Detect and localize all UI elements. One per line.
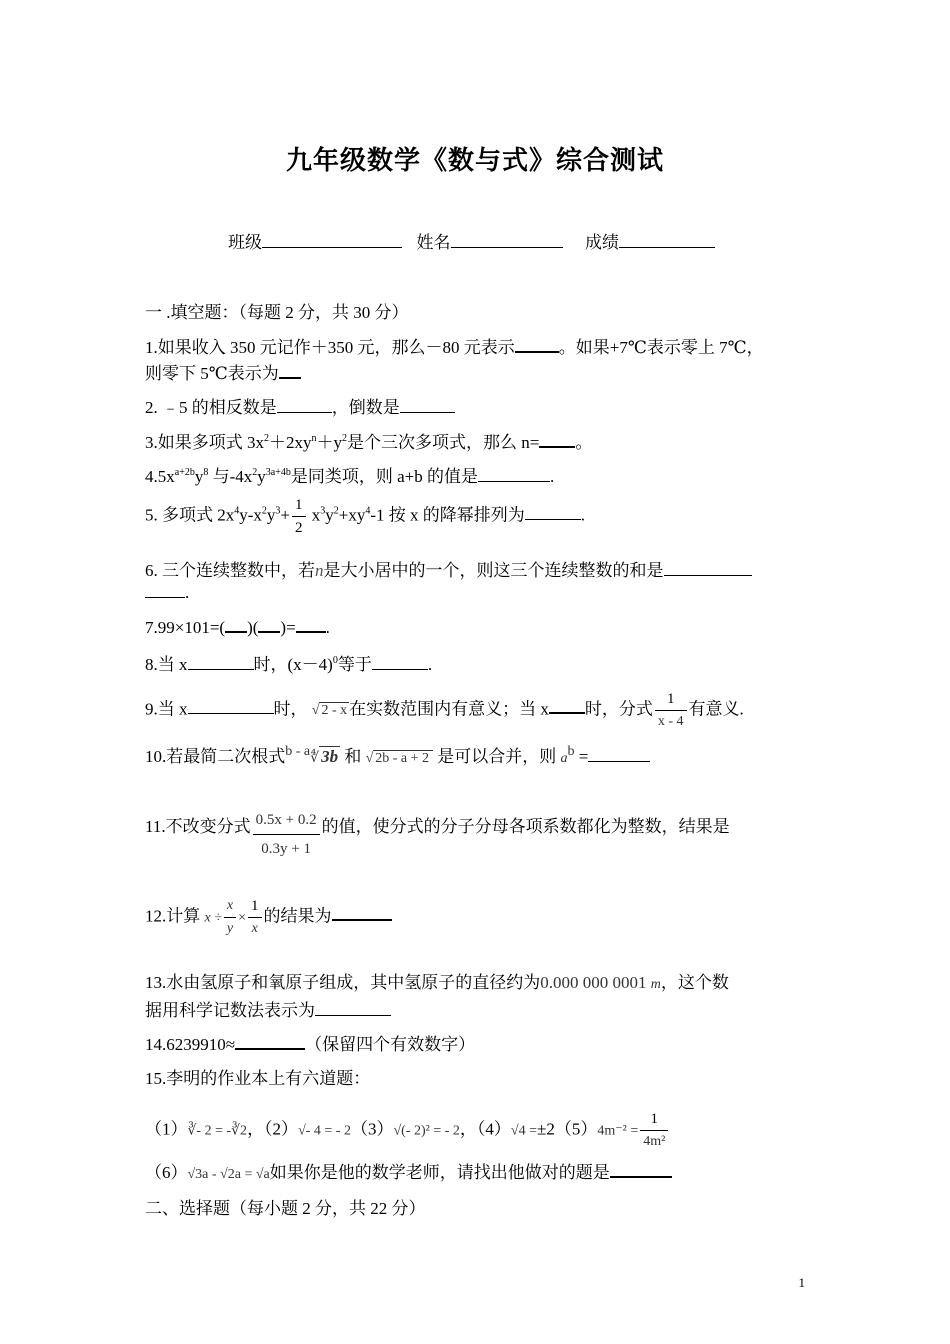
answer-blank[interactable]: [188, 698, 274, 714]
question-15-items: （1）∛- 2 = -∛2，（2）√- 4 = - 2（3）√(- 2)² = - 2，（4）√4 =±2（5）4m⁻² = $\frac{1}{\text{4m²}}$: [145, 1108, 670, 1153]
question-6-line-1: 6. 三个连续整数中，若n是大小居中的一个，则这三个连续整数的和是: [145, 556, 752, 581]
question-8: 8.当 x 时，$(x-4)^0$等于 .: [145, 655, 433, 674]
question-7: 7.99×101=( )( )= .: [145, 618, 330, 637]
answer-blank[interactable]: [549, 697, 585, 714]
class-label: 班级: [228, 233, 262, 252]
question-15: 15.李明的作业本上有六道题：: [145, 1069, 371, 1088]
name-blank[interactable]: [451, 231, 563, 248]
question-2: 2. ﹣5 的相反数是 ，倒数是: [145, 393, 455, 418]
score-label: 成绩: [585, 233, 619, 252]
answer-blank[interactable]: [400, 397, 455, 413]
answer-blank[interactable]: [145, 582, 185, 598]
student-info: [228, 228, 715, 253]
fraction: $\frac{x}{y}$: [224, 895, 236, 940]
answer-blank[interactable]: [539, 431, 575, 448]
question-4: $4.5x^{a+2b}y^8$ 与$-4x^2y^{3a+4b}$是同类项，则 a+b 的值是 .: [145, 467, 555, 486]
question-13-line-1: 13.水由氢原子和氧原子组成，其中氢原子的直径约为0.000 000 0001 m，这个数: [145, 973, 729, 992]
answer-blank[interactable]: [296, 616, 326, 633]
sqrt-expression: √ 2 - x: [311, 703, 348, 719]
answer-blank[interactable]: [332, 904, 392, 921]
name-label: 姓名: [416, 233, 451, 252]
question-14: 14.6239910≈ （保留四个有效数字）: [145, 1035, 476, 1054]
fraction: $\frac{0.5x + 0.2}{0.3y + 1}$: [253, 806, 320, 863]
question-6-line-2: .: [145, 582, 189, 603]
answer-blank[interactable]: [225, 616, 247, 633]
answer-blank[interactable]: [664, 560, 752, 576]
answer-blank[interactable]: [515, 336, 559, 353]
question-13-line-2: 据用科学记数法表示为: [145, 996, 391, 1021]
answer-blank[interactable]: [279, 362, 301, 379]
question-11: 11.不改变分式 $\frac{0.5x + 0.2}{0.3y + 1}$ 的值，使分式的分子分母各项系数都化为整数，结果是: [145, 812, 730, 863]
answer-blank[interactable]: [277, 397, 332, 413]
section-1-heading: 一 .填空题：（每题 2 分，共 30 分）: [145, 303, 409, 322]
answer-blank[interactable]: [235, 1033, 305, 1050]
question-3: 3.如果多项式 $3x^2+2xy^n+y^2$是个三次多项式，那么 n= 。: [145, 433, 593, 452]
fraction-half: $\frac{1}{2}$: [292, 494, 306, 539]
answer-blank[interactable]: [315, 1000, 391, 1016]
answer-blank[interactable]: [588, 746, 650, 762]
question-15-line-2: （6）√3a - √2a = √a如果你是他的数学老师，请找出他做对的题是: [145, 1158, 672, 1183]
fraction: $\frac{1}{x - 4}$: [655, 688, 687, 733]
answer-blank[interactable]: [258, 616, 280, 633]
answer-blank[interactable]: [525, 504, 581, 520]
answer-blank[interactable]: [372, 654, 428, 670]
question-1-line-1: 1.如果收入 350 元记作＋350 元，那么－80 元表示 。如果+7℃表示零上 7℃，: [145, 338, 764, 357]
question-12: 12.计算 x ÷ $\frac{x}{y}$ × $\frac{1}{x}$ 的结果为: [145, 895, 392, 940]
question-10: 10.若最简二次根式$^{b - a}$∜ 3b 和 √ 2b - a + 2 是可以合并，则 $a^b$ =: [145, 742, 650, 767]
question-9: 9.当 x 时， √ 2 - x 在实数范围内有意义；当 x 时，分式 $\frac{1}{x - 4}$ 有意义.: [145, 688, 744, 733]
page-number: 1: [798, 1275, 805, 1290]
answer-blank[interactable]: [188, 654, 254, 670]
question-5: 5. 多项式 $2x^4y-x^2y^3+$ $\frac{1}{2}$ $x^3y^2+xy^4-1$ 按 x 的降幂排列为 .: [145, 494, 585, 539]
score-blank[interactable]: [619, 231, 715, 248]
answer-blank[interactable]: [478, 466, 550, 482]
class-blank[interactable]: [262, 231, 402, 248]
fraction: $\frac{1}{x}$: [248, 895, 262, 940]
page-title: 九年级数学《数与式》综合测试: [285, 146, 664, 175]
fraction: $\frac{1}{\text{4m²}}$: [640, 1108, 668, 1153]
section-2-heading: 二、选择题（每小题 2 分，共 22 分）: [145, 1199, 426, 1218]
answer-blank[interactable]: [610, 1161, 672, 1178]
question-1-line-2: 则零下 5℃表示为: [145, 359, 301, 384]
